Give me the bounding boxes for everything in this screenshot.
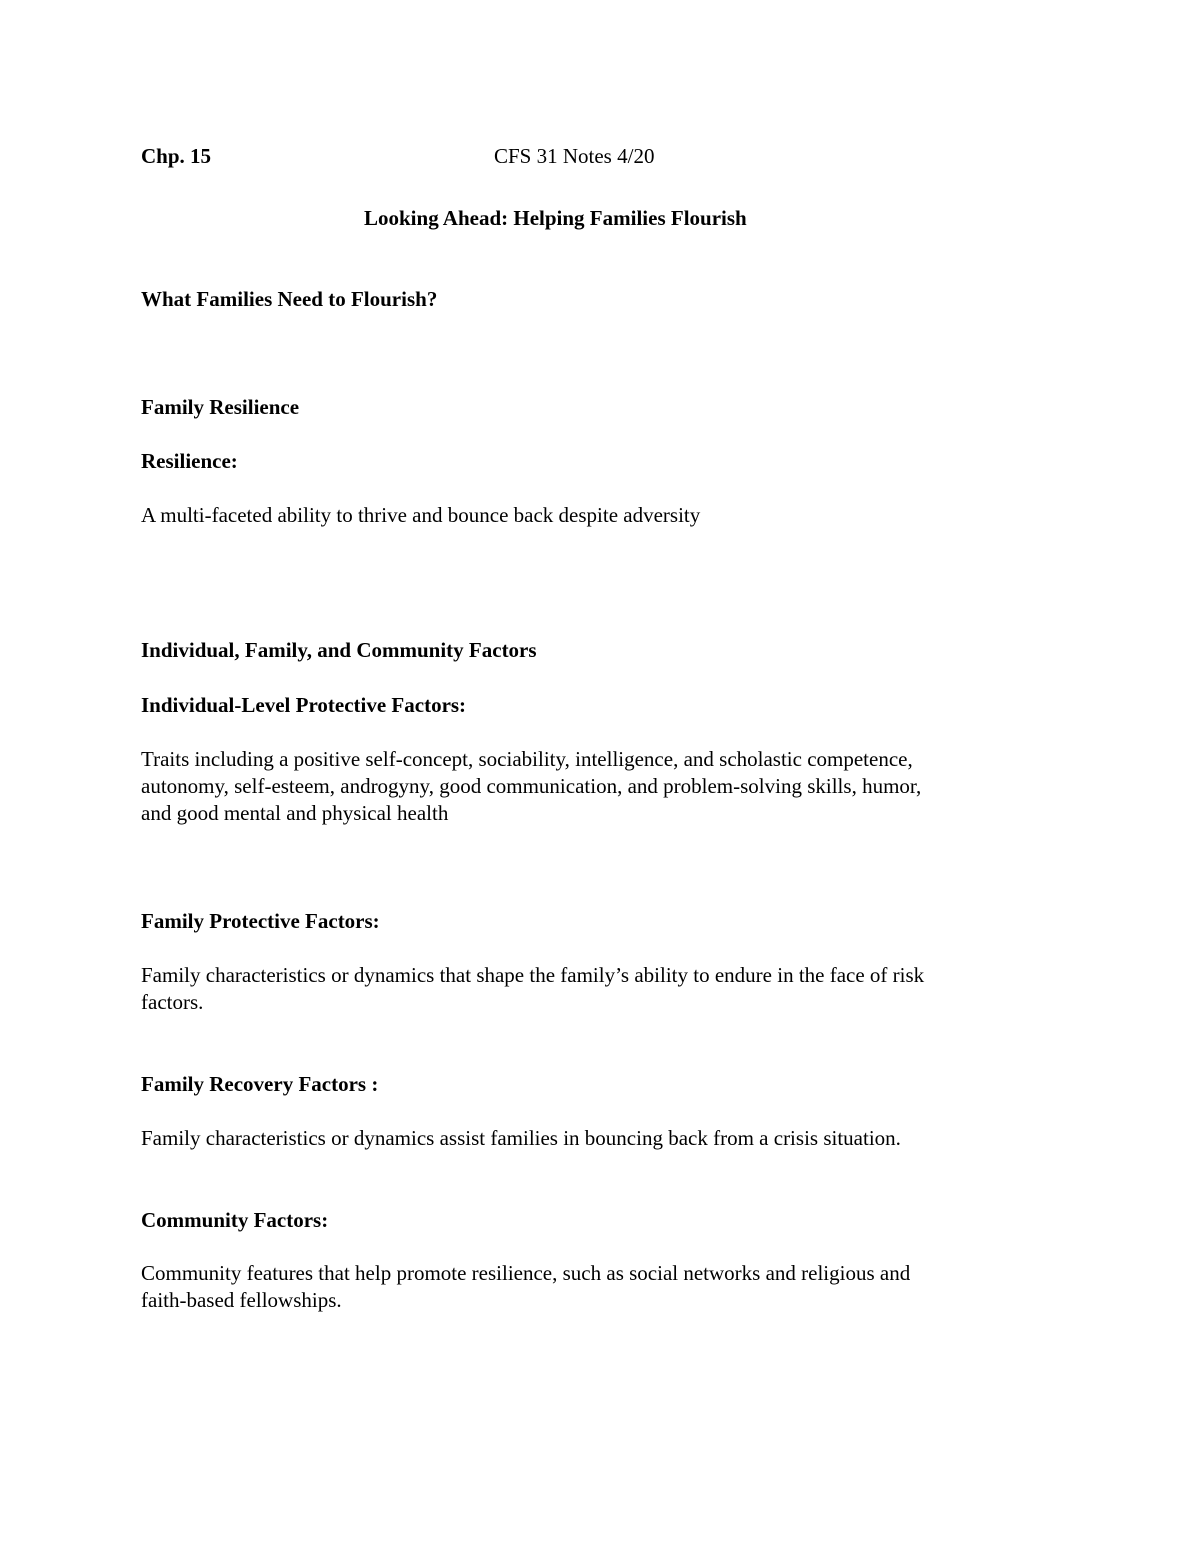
term-individual-protective-factors: Individual-Level Protective Factors: (141, 693, 467, 717)
course-notes-label: CFS 31 Notes 4/20 (494, 144, 655, 168)
heading-factors: Individual, Family, and Community Factors (141, 638, 537, 662)
definition-family-protective-line-1: Family characteristics or dynamics that shape the family’s ability to endure in the face of risk (141, 963, 925, 987)
chapter-label: Chp. 15 (141, 144, 212, 168)
term-community-factors: Community Factors: (141, 1208, 329, 1232)
definition-family-protective-line-2: factors. (141, 990, 204, 1014)
term-resilience: Resilience: (141, 449, 238, 473)
term-family-protective-factors: Family Protective Factors: (141, 909, 380, 933)
document-title: Looking Ahead: Helping Families Flourish (364, 206, 747, 230)
definition-family-recovery: Family characteristics or dynamics assist families in bouncing back from a crisis situation. (141, 1126, 901, 1150)
definition-community-line-1: Community features that help promote resilience, such as social networks and religious and (141, 1261, 911, 1285)
definition-community-line-2: faith-based fellowships. (141, 1288, 342, 1312)
definition-resilience: A multi-faceted ability to thrive and bounce back despite adversity (141, 503, 701, 527)
definition-individual-line-1: Traits including a positive self-concept, sociability, intelligence, and scholastic competence, (141, 747, 913, 771)
definition-individual-line-2: autonomy, self-esteem, androgyny, good communication, and problem-solving skills, humor, (141, 774, 922, 798)
heading-family-resilience: Family Resilience (141, 395, 300, 419)
term-family-recovery-factors: Family Recovery Factors : (141, 1072, 379, 1096)
definition-individual-line-3: and good mental and physical health (141, 801, 449, 825)
heading-what-families-need: What Families Need to Flourish? (141, 287, 438, 311)
